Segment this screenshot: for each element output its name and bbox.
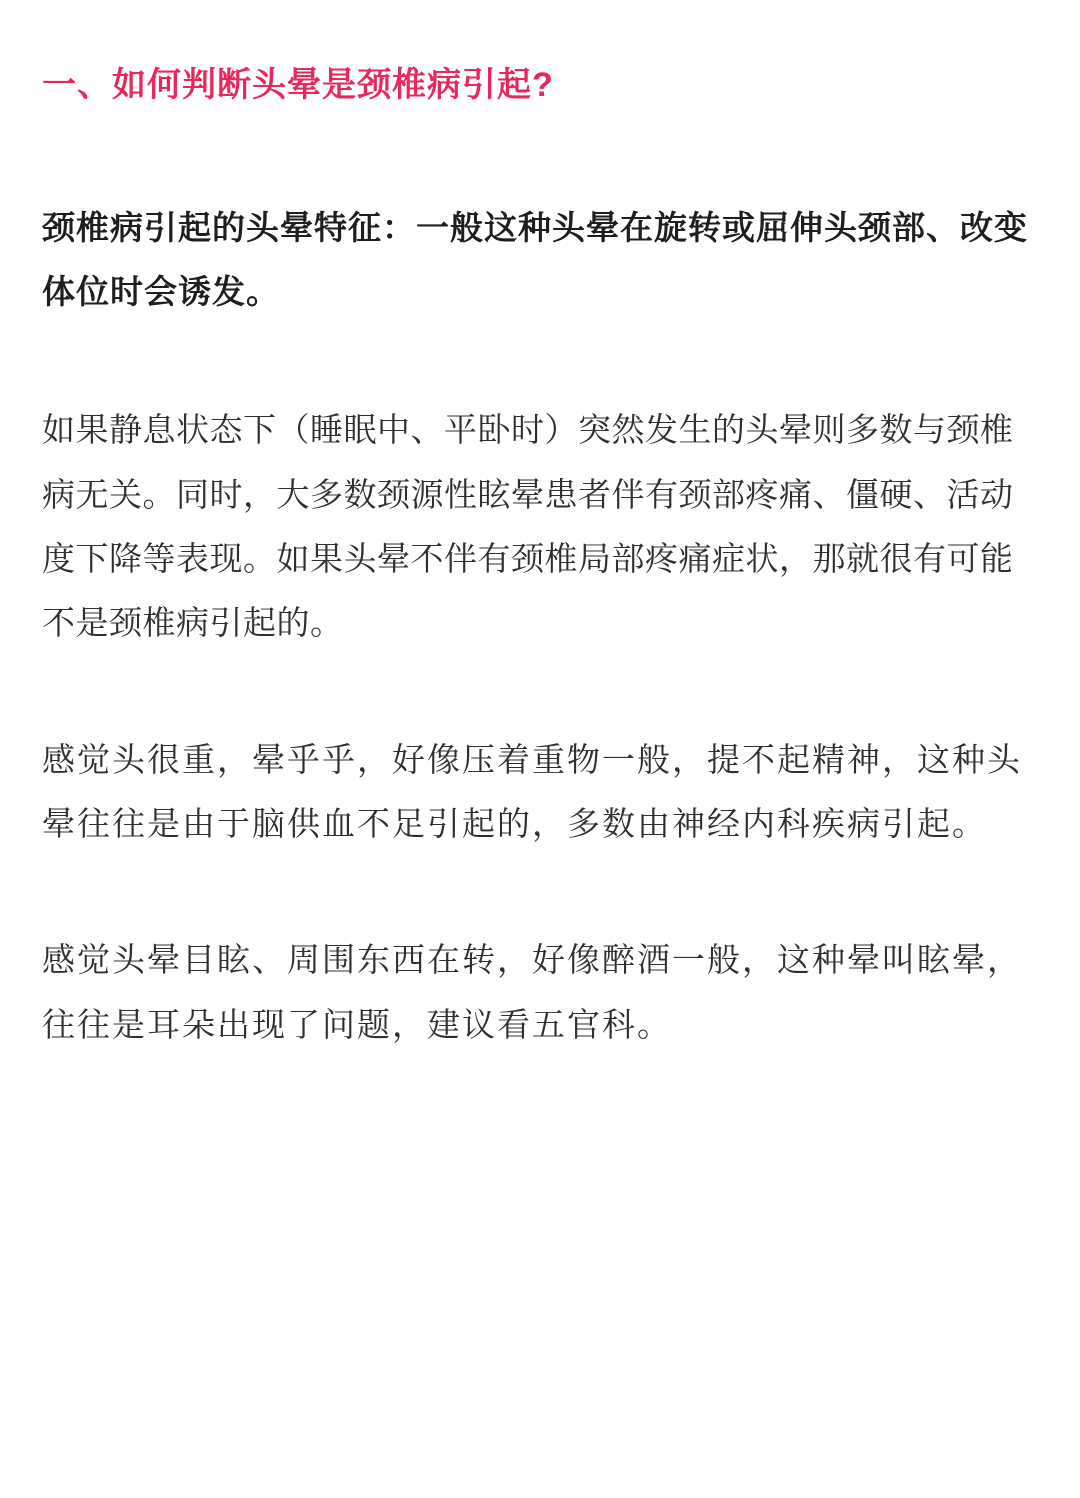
paragraph-resting-state: 如果静息状态下（睡眠中、平卧时）突然发生的头晕则多数与颈椎病无关。同时，大多数颈源性眩晕患者伴有颈部疼痛、僵硬、活动度下降等表现。如果头晕不伴有颈椎局部疼痛症状，那就很有可能不是颈椎病引起的。 xyxy=(42,411,1014,642)
paragraph-heavy-head: 感觉头很重，晕乎乎，好像压着重物一般，提不起精神，这种头晕往往是由于脑供血不足引起的，多数由神经内科疾病引起。 xyxy=(42,740,1022,842)
paragraph-vertigo: 感觉头晕目眩、周围东西在转，好像醉酒一般，这种晕叫眩晕，往往是耳朵出现了问题，建议看五官科。 xyxy=(42,941,1022,1043)
page-title: 一、如何判断头晕是颈椎病引起? xyxy=(42,66,554,104)
paragraph-feature-description: 颈椎病引起的头晕特征：一般这种头晕在旋转或屈伸头颈部、改变体位时会诱发。 xyxy=(42,208,1028,310)
